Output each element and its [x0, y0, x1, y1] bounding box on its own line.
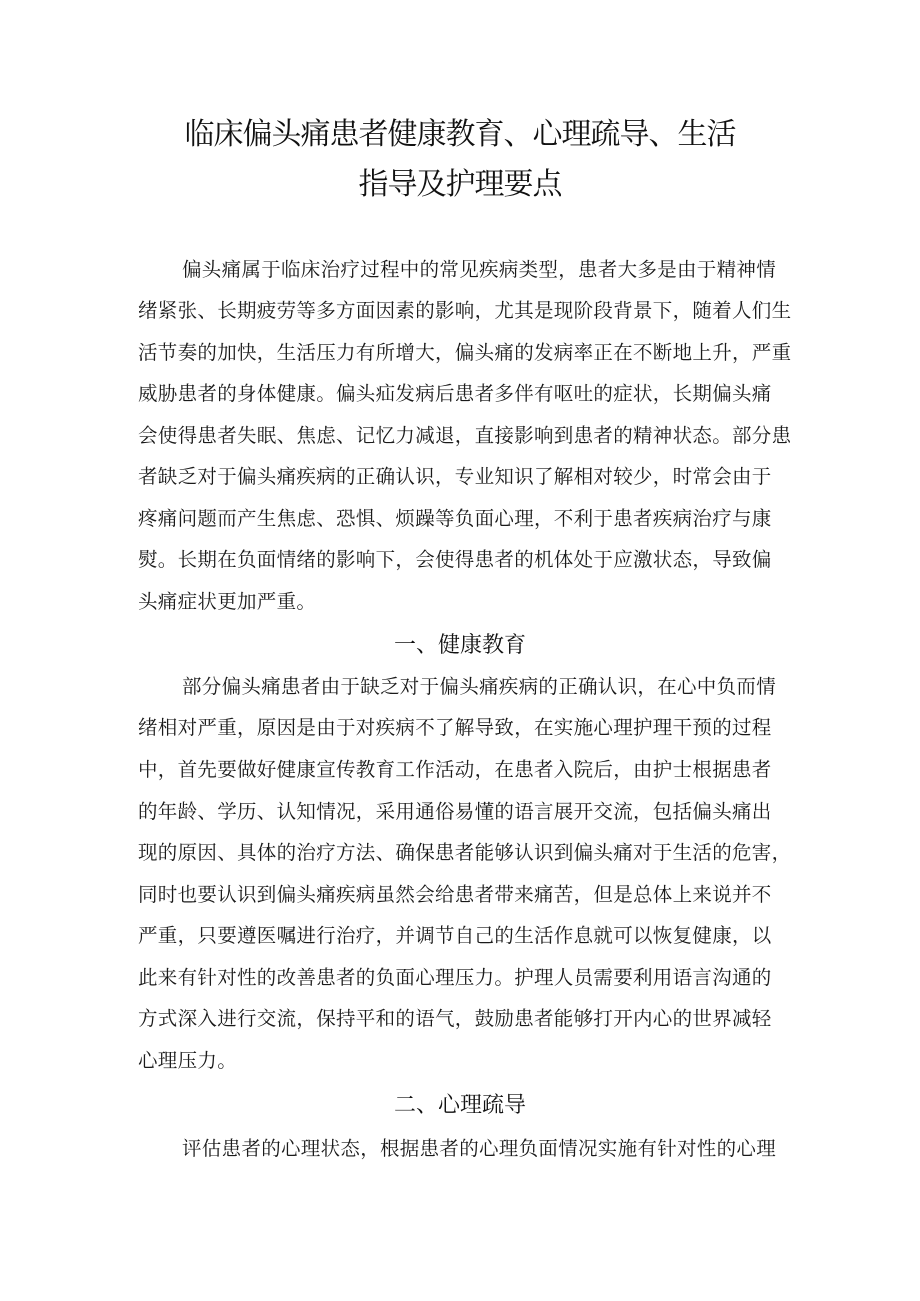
paragraph-line: 头痛症状更加严重。 [138, 590, 317, 613]
paragraph-line: 的年龄、学历、认知情况，采用通俗易懂的语言展开交流，包括偏头痛出 [138, 800, 772, 823]
paragraph-line: 会使得患者失眠、焦虑、记忆力减退，直接影响到患者的精神状态。部分患 [138, 424, 792, 447]
paragraph-line: 绪相对严重，原因是由于对疾病不了解导致，在实施心理护理干预的过程 [138, 716, 772, 739]
document-title-line-2: 指导及护理要点 [358, 167, 562, 202]
paragraph-line: 绪紧张、长期疲劳等多方面因素的影响，尤其是现阶段背景下，随着人们生 [138, 299, 792, 322]
paragraph-line: 威胁患者的身体健康。偏头疝发病后患者多伴有呕吐的症状，长期偏头痛 [138, 382, 772, 405]
paragraph-line: 疼痛问题而产生焦虑、恐惧、烦躁等负面心理，不利于患者疾病治疗与康 [138, 507, 772, 530]
section-heading-health-education: 一、健康教育 [393, 633, 526, 658]
paragraph-line: 此来有针对性的改善患者的负面心理压力。护理人员需要利用语言沟通的 [138, 966, 772, 989]
paragraph-line: 方式深入进行交流，保持平和的语气，鼓励患者能够打开内心的世界减轻 [138, 1007, 772, 1030]
paragraph-line: 部分偏头痛患者由于缺乏对于偏头痛疾病的正确认识，在心中负而情 [182, 675, 777, 698]
paragraph-line: 心理压力。 [138, 1049, 238, 1072]
paragraph-line: 者缺乏对于偏头痛疾病的正确认识，专业知识了解相对较少，时常会由于 [138, 465, 772, 488]
paragraph-line: 同时也要认识到偏头痛疾病虽然会给患者带来痛苦，但是总体上来说并不 [138, 883, 772, 906]
paragraph-line: 现的原因、具体的治疗方法、确保患者能够认识到偏头痛对于生活的危害， [138, 841, 792, 864]
paragraph-line: 中，首先要做好健康宣传教育工作活动，在患者入院后，由护士根据患者 [138, 758, 772, 781]
section-heading-psychological-counseling: 二、心理疏导 [393, 1093, 526, 1118]
paragraph-line: 活节奏的加快，生活压力有所增大，偏头痛的发病率正在不断地上升，严重 [138, 341, 792, 364]
paragraph-line: 熨。长期在负面情绪的影响下，会使得患者的机体处于应激状态，导致偏 [138, 548, 772, 571]
paragraph-line: 评估患者的心理状态，根据患者的心理负面情况实施有针对性的心理 [182, 1137, 777, 1160]
document-title-line-1: 临床偏头痛患者健康教育、心理疏导、生活 [184, 117, 736, 152]
paragraph-line: 偏头痛属于临床治疗过程中的常见疾病类型，患者大多是由于精神情 [182, 258, 777, 281]
paragraph-line: 严重，只要遵医嘱进行治疗，并调节自己的生活作息就可以恢复健康，以 [138, 924, 772, 947]
